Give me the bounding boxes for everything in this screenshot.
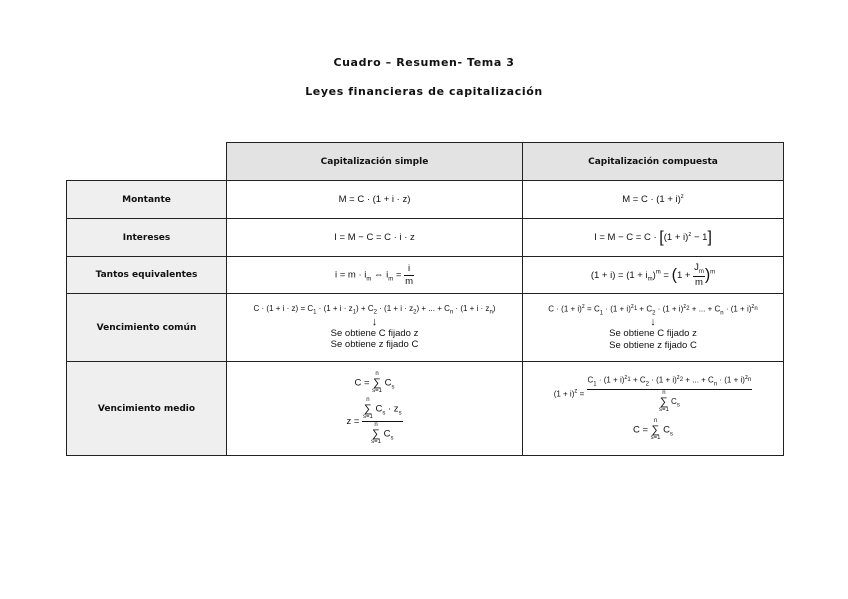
row-label-intereses: Intereses <box>67 219 227 257</box>
note-simple-2: Se obtiene z fijado C <box>330 339 419 351</box>
table-row <box>67 181 784 219</box>
formula-intereses-simple: I = M − C = C · i · z <box>227 219 523 257</box>
empty-corner-cell <box>67 143 227 181</box>
row-label-tantos: Tantos equivalentes <box>67 257 227 294</box>
formula-vencimiento-medio-compuesta: $(1 + i)^z$ = $C_1 \cdot (1 + i)^{z_1} + C_2 \cdot (1 + i)^{z_2}$ + ... + $C_n \cdot (1 + i)^{z_n}$ n ∑ s=1 $C_s$ C = n ∑ s=1 $C_s$ <box>523 362 784 456</box>
table-row <box>67 294 784 362</box>
arrow-down-icon: ↓ <box>371 316 378 328</box>
formula-intereses-compuesta: $I = M - C = C \cdot [(1 + i)^z - 1]$ <box>523 219 784 257</box>
document-title: Cuadro – Resumen- Tema 3 <box>333 56 515 69</box>
formula-vencimiento-comun-simple: $C \cdot (1 + i \cdot z) = C_1 \cdot (1 + i \cdot z_1) + C_2 \cdot (1 + i \cdot z_2)$ + ... + $C_n \cdot (1 + i \cdot z_n)$ ↓ Se obtiene C fijado z Se obtiene z fijado C <box>227 294 523 362</box>
formula-montante-compuesta: $M = C \cdot (1 + i)^z$ <box>523 181 784 219</box>
arrow-down-icon: ↓ <box>650 316 656 329</box>
summary-table <box>66 142 784 456</box>
document-subtitle: Leyes financieras de capitalización <box>305 85 543 98</box>
header-compuesta: Capitalización compuesta <box>523 143 784 181</box>
table-row <box>67 257 784 294</box>
formula-vencimiento-medio-simple: C = n ∑ s=1 $C_s$ z = n ∑ s=1 $C_s \cdot z_s$ n ∑ s=1 $C_s$ <box>227 362 523 456</box>
note-simple-1: Se obtiene C fijado z <box>330 328 419 339</box>
note-compuesta-2: Se obtiene z fijado C <box>609 339 697 351</box>
row-label-montante: Montante <box>67 181 227 219</box>
header-simple: Capitalización simple <box>227 143 523 181</box>
formula-tantos-compuesta: $(1 + i) = (1 + i_m)^m = (1$ + $\frac{J_m}{m}$ )$^m$ <box>523 257 784 294</box>
note-compuesta-1: Se obtiene C fijado z <box>609 328 697 340</box>
formula-montante-simple: M = C · (1 + i · z) <box>227 181 523 219</box>
formula-tantos-simple: $i = m \cdot i_m$ ⇔ $i_m$ = $\frac{i}{m}$ <box>227 257 523 294</box>
table-row <box>67 362 784 456</box>
table-row <box>67 219 784 257</box>
row-label-vencimiento-comun: Vencimiento común <box>67 294 227 362</box>
formula-vencimiento-comun-compuesta: $C \cdot (1 + i)^z = C_1 \cdot (1 + i)^{z_1} + C_2 \cdot (1 + i)^{z_2}$ + ... + $C_n \cdot (1 + i)^{z_n}$ ↓ Se obtiene C fijado z Se obtiene z fijado C <box>523 294 784 362</box>
row-label-vencimiento-medio: Vencimiento medio <box>67 362 227 456</box>
table-header-row <box>67 143 784 181</box>
